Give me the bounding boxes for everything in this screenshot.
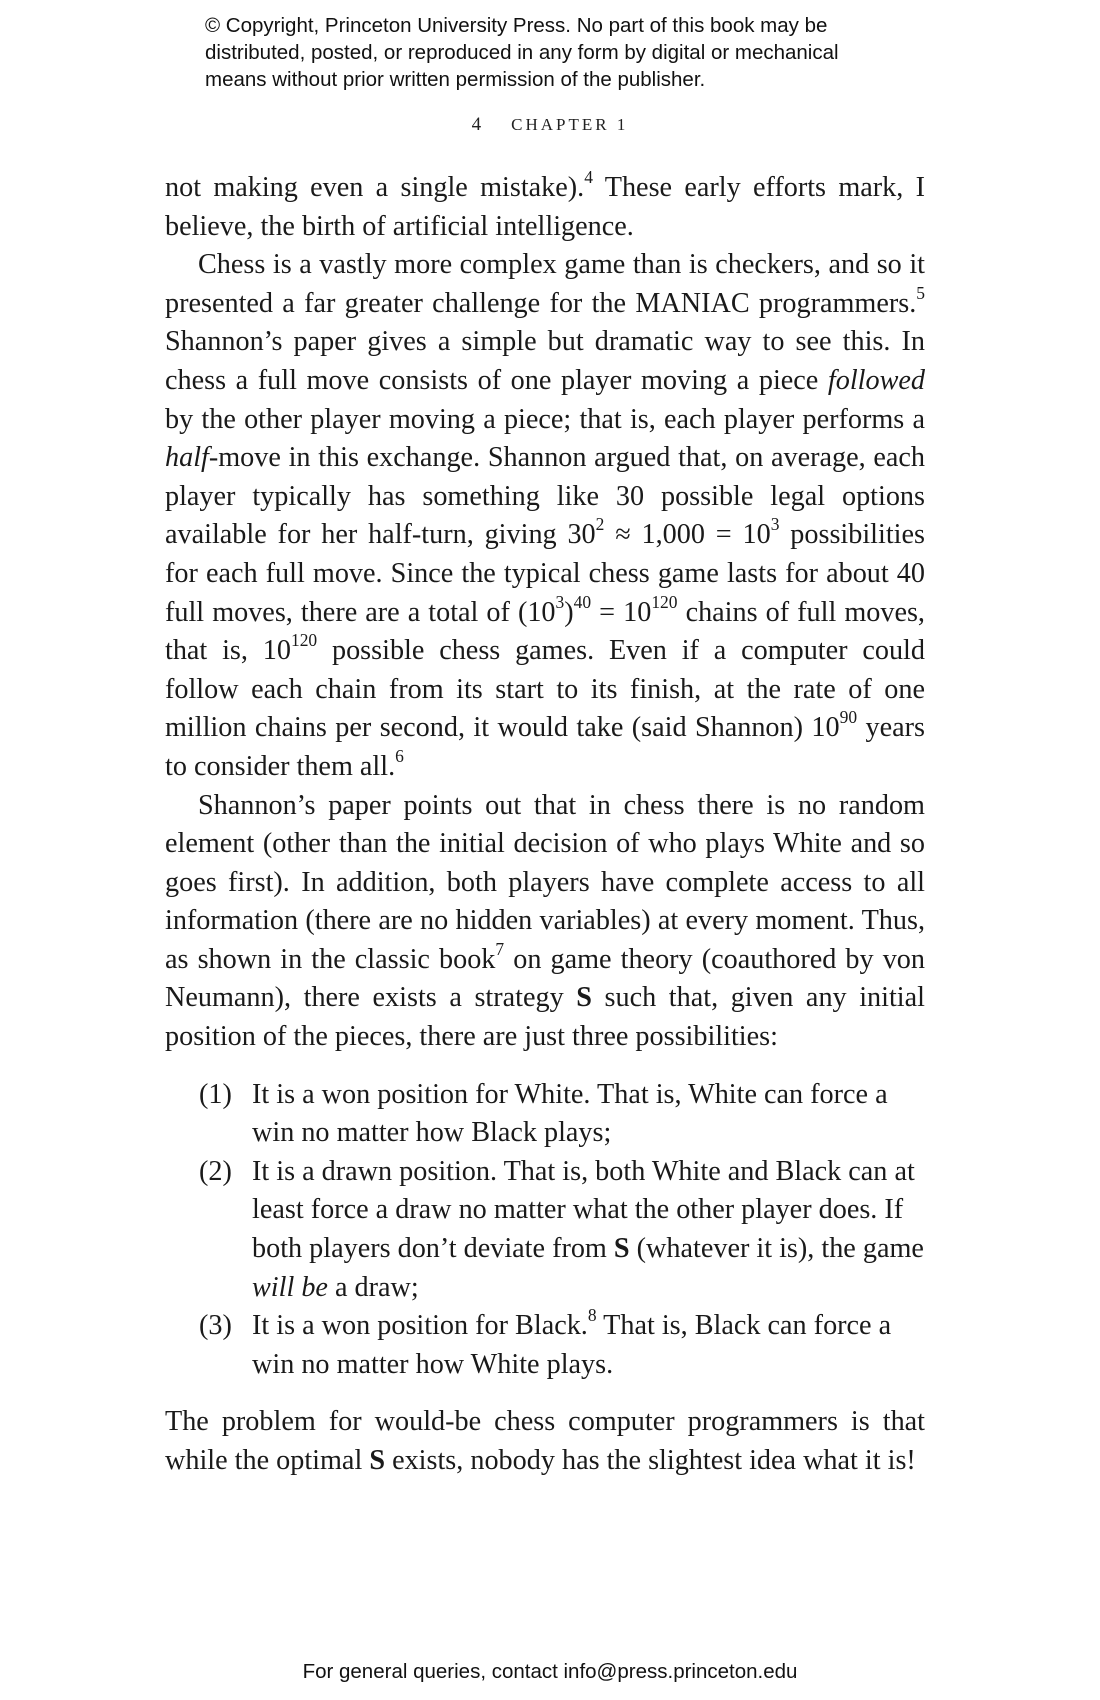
text-run: It is a won position for White. That is, White can force a win no matter how Black plays; <box>252 1078 888 1149</box>
text-run: (whatever it is), the game <box>629 1233 924 1265</box>
text-run: years to consider them all. <box>165 712 925 782</box>
exponent: 120 <box>651 591 678 612</box>
exponent: 3 <box>555 591 565 612</box>
page-body <box>165 169 925 1481</box>
text-run: exists, nobody has the slightest idea what it is! <box>385 1445 916 1476</box>
exponent: 120 <box>290 630 318 651</box>
contact-footer: For general queries, contact info@press.princeton.edu <box>302 1660 798 1683</box>
list-item <box>199 1307 925 1384</box>
exponent: 2 <box>595 514 605 535</box>
bold-text: S <box>613 1233 630 1265</box>
copyright-notice <box>205 12 925 93</box>
text-run: The problem for would-be chess computer programmers is that while the optimal <box>165 1406 925 1476</box>
text-run: -move in this exchange. Shannon argued that, on average, each player typically has something like 30 possible legal options available for her half-turn, giving 30 <box>165 442 925 551</box>
footnote-ref-8: 8 <box>587 1305 597 1326</box>
copyright-line: distributed, posted, or reproduced in any form by digital or mechanical <box>205 41 839 64</box>
text-run: = 10 <box>591 596 652 628</box>
text-run: Shannon’s paper gives a simple but dramatic way to see this. In chess a full move consists of one player moving a piece <box>165 326 925 396</box>
text-run: not making even a single mistake). <box>165 172 585 203</box>
italic-text: half <box>165 442 209 474</box>
text-run: ) <box>564 596 574 628</box>
text-run: by the other player moving a piece; that is, each player performs a <box>165 403 925 435</box>
list-item <box>199 1076 925 1153</box>
footnote-ref-5: 5 <box>916 282 925 303</box>
text-run: possible chess games. Even if a computer could follow each chain from its start to its finish, at the rate of one million chains per second, it would take (said Shannon) 10 <box>165 635 925 744</box>
list-number: (2) <box>199 1155 232 1187</box>
text-run: Chess is a vastly more complex game than is checkers, and so it presented a far greater challenge for the MANIAC programmers. <box>165 249 925 319</box>
list-item <box>199 1153 925 1307</box>
text-run: chains of full moves, that is, 10 <box>165 596 925 667</box>
running-head <box>0 114 1100 136</box>
paragraph-2 <box>165 246 925 786</box>
exponent: 3 <box>770 514 780 535</box>
text-run: ≈ 1,000 = 10 <box>604 519 771 551</box>
text-run: such that, given any initial position of the pieces, there are just three possibilities: <box>165 982 925 1053</box>
exponent: 90 <box>839 707 858 728</box>
text-run: a draw; <box>327 1271 419 1303</box>
list-number: (1) <box>199 1078 232 1110</box>
text-run: Shannon’s paper points out that in chess there is no random element (other than the initial decision of who plays White and so goes first). In addition, both players have complete access to all information (there are no hidden variables) at every moment. Thus, as shown in the classic book <box>165 789 925 975</box>
text-run: These early efforts mark, I believe, the birth of artificial intelligence. <box>165 172 925 242</box>
list-number: (3) <box>199 1310 232 1342</box>
italic-text: followed <box>827 364 925 396</box>
footnote-ref-6: 6 <box>395 745 404 766</box>
chapter-label: CHAPTER 1 <box>511 115 629 134</box>
exponent: 40 <box>573 591 592 612</box>
text-run: possibilities for each full move. Since the typical chess game lasts for about 40 full moves, there are a total of (10 <box>165 519 925 628</box>
italic-text: will be <box>252 1271 328 1303</box>
paragraph-4 <box>165 1403 925 1480</box>
copyright-line: means without prior written permission of the publisher. <box>205 68 706 91</box>
paragraph-1 <box>165 169 925 246</box>
bold-text: S <box>369 1445 386 1476</box>
text-run: on game theory (coauthored by von Neumann), there exists a strategy <box>165 943 925 1014</box>
possibilities-list <box>199 1076 925 1385</box>
text-run: It is a drawn position. That is, both White and Black can at least force a draw no matter what the other player does. If both players don’t deviate from <box>252 1155 915 1265</box>
paragraph-3 <box>165 787 925 1057</box>
bold-text: S <box>576 982 592 1014</box>
footnote-ref-7: 7 <box>495 938 505 959</box>
text-run: That is, Black can force a win no matter how White plays. <box>252 1310 892 1380</box>
copyright-line: © Copyright, Princeton University Press. No part of this book may be <box>205 14 828 37</box>
footnote-ref-4: 4 <box>584 167 593 187</box>
text-run: It is a won position for Black. <box>252 1310 588 1342</box>
page-number: 4 <box>471 114 482 135</box>
